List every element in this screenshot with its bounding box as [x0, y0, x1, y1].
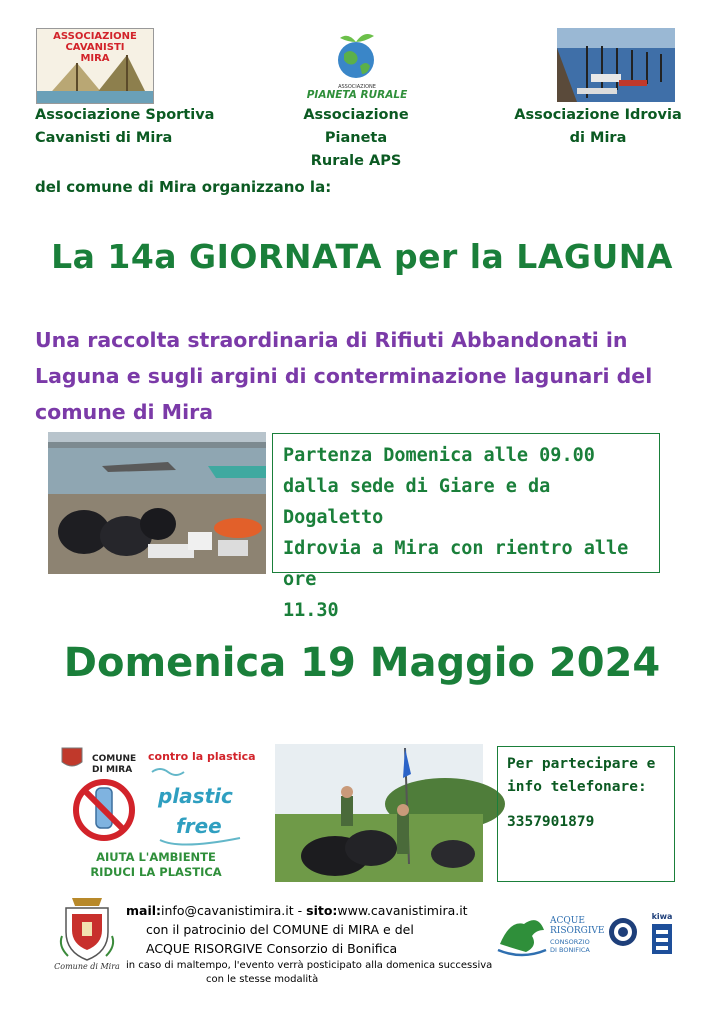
subtitle-line3: comune di Mira [35, 400, 214, 424]
lagoon-photo-graphic [48, 432, 266, 574]
event-title: La 14a GIORNATA per la LAGUNA [51, 237, 673, 276]
intro-text: del comune di Mira organizzano la: [35, 178, 332, 196]
event-subtitle [35, 322, 675, 430]
free-word: free [176, 814, 222, 838]
weather-note-line2: con le stesse modalità [206, 974, 319, 985]
contact-line2: info telefonare: [507, 779, 647, 795]
kiwa-mark-icon [652, 924, 672, 954]
kiwa-badge [650, 912, 674, 956]
comune-di-mira-crest [54, 896, 120, 976]
idrovia-photo [557, 28, 675, 102]
weather-note-line1: in caso di maltempo, l'evento verrà posticipato alla domenica successiva [126, 960, 493, 971]
org-idrovia [512, 104, 684, 150]
mail-link[interactable]: info@cavanistimira.it [161, 903, 294, 918]
lagoon-waste-photo [48, 432, 266, 574]
mail-label: mail: [126, 903, 162, 918]
org-pianeta-line2: Rurale APS [310, 153, 402, 169]
site-label: sito: [306, 903, 338, 918]
plastic-contro: contro la plastica [148, 750, 256, 763]
pianeta-rurale-logo [298, 30, 416, 102]
winged-lion-icon [496, 914, 548, 958]
acque-risorgive-logo [496, 914, 604, 958]
cavanisti-logo-line3: MIRA [80, 53, 110, 64]
footer-contacts [126, 903, 468, 918]
org-cavanisti-line1: Associazione Sportiva [35, 107, 215, 123]
plastic-di-mira: DI MIRA [92, 765, 133, 775]
patronage-line1: con il patrocinio del COMUNE di MIRA e del [146, 922, 414, 937]
globe-icon [298, 30, 416, 86]
comune-caption: Comune di Mira [54, 962, 120, 971]
plastic-comune: COMUNE [92, 754, 137, 764]
pianeta-logo-small: ASSOCIAZIONE [338, 84, 376, 90]
volunteers-photo-graphic [275, 744, 483, 882]
accredia-seal-icon [608, 914, 638, 954]
plastic-free-logo [56, 744, 256, 882]
footer-sep: - [293, 903, 307, 918]
departure-line2: dalla sede di Giare e da Dogaletto [283, 476, 551, 528]
volunteers-photo [275, 744, 483, 882]
org-pianeta-line1: Associazione Pianeta [303, 107, 409, 146]
pianeta-logo-name: PIANETA RURALE [306, 89, 408, 101]
acque-line3: CONSORZIO [550, 938, 590, 946]
cavanisti-logo-line2: CAVANISTI [65, 42, 125, 53]
org-idrovia-line1: Associazione Idrovia [514, 107, 682, 123]
departure-line1: Partenza Domenica alle 09.00 [283, 445, 595, 466]
crest-icon [58, 896, 116, 962]
plastic-slogan1: AIUTA L'AMBIENTE [96, 850, 216, 864]
contact-phone[interactable]: 3357901879 [507, 814, 595, 830]
cavanisti-logo [36, 28, 154, 104]
org-idrovia-line2: di Mira [569, 130, 627, 146]
accredia-seal [608, 914, 638, 954]
departure-info-box [272, 433, 660, 621]
org-cavanisti [35, 104, 214, 150]
subtitle-line2: Laguna e sugli argini di conterminazione lagunari del [35, 364, 653, 388]
contact-line1: Per partecipare e [507, 756, 656, 772]
acque-line2: RISORGIVE [550, 926, 605, 936]
kiwa-label: kiwa [651, 912, 673, 921]
patronage-line2: ACQUE RISORGIVE Consorzio di Bonifica [146, 941, 398, 956]
departure-line3: Idrovia a Mira con rientro alle ore [283, 538, 629, 590]
plastic-word: plastic [158, 784, 233, 808]
departure-line4: 11.30 [283, 600, 339, 621]
marina-photo-graphic [557, 28, 675, 102]
contact-info-box [497, 746, 675, 882]
acque-line1: ACQUE [550, 916, 585, 926]
site-link[interactable]: www.cavanistimira.it [337, 903, 468, 918]
plastic-slogan2: RIDUCI LA PLASTICA [90, 865, 222, 879]
org-cavanisti-line2: Cavanisti di Mira [35, 130, 173, 146]
cavanisti-logo-line1: ASSOCIAZIONE [53, 31, 137, 42]
event-date: Domenica 19 Maggio 2024 [63, 640, 661, 686]
org-pianeta-rurale [272, 104, 440, 173]
acque-line4: DI BONIFICA [550, 946, 590, 954]
subtitle-line1: Una raccolta straordinaria di Rifiuti Abbandonati in [35, 328, 628, 352]
